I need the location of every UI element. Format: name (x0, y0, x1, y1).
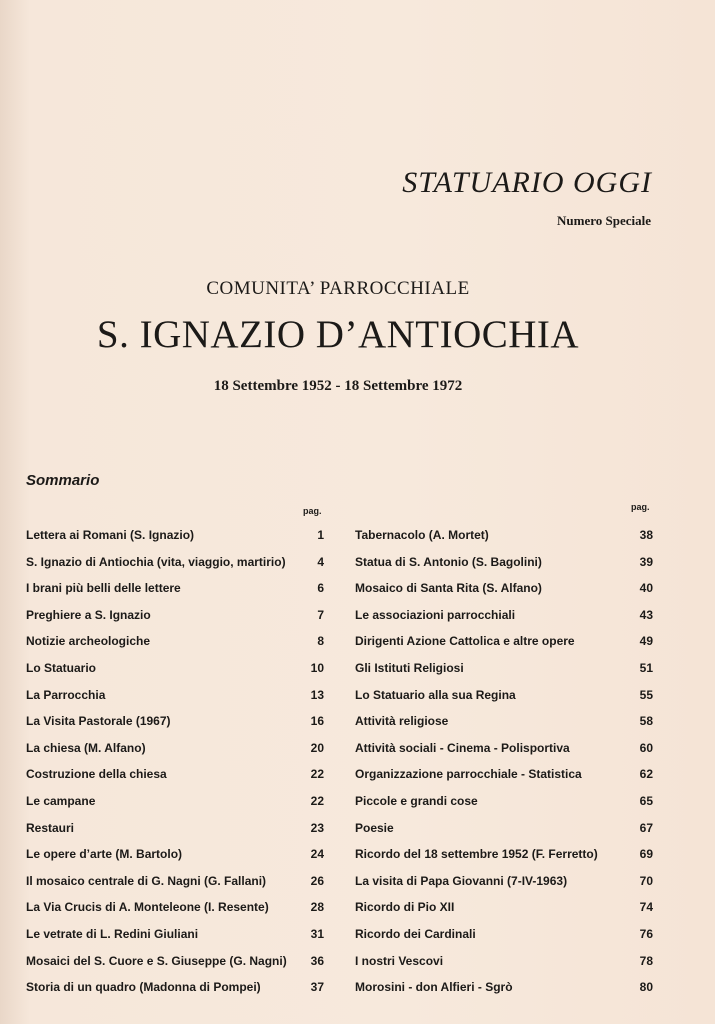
toc-entry-page: 4 (317, 554, 324, 569)
toc-entry-title: La chiesa (M. Alfano) (26, 740, 146, 755)
toc-entry-title: Le campane (26, 793, 96, 808)
toc-entry-title: Morosini - don Alfieri - Sgrò (355, 980, 513, 995)
toc-entry-page: 58 (639, 714, 653, 729)
toc-entry-title: I brani più belli delle lettere (26, 581, 181, 596)
toc-entry-title: La Via Crucis di A. Monteleone (I. Resente) (26, 900, 269, 915)
toc-entry-page: 26 (310, 873, 324, 888)
toc-entry-title: Lo Statuario (26, 660, 97, 675)
toc-entry (355, 688, 653, 715)
toc-entry-page: 38 (639, 528, 653, 542)
toc-entry-page: 36 (310, 953, 324, 968)
toc-entry (26, 847, 324, 874)
toc-right-column (355, 528, 653, 1007)
parish-title: S. IGNAZIO D’ANTIOCHIA (96, 313, 580, 356)
toc-entry-title: Il mosaico centrale di G. Nagni (G. Fallani) (26, 873, 267, 888)
toc-entry-title: Le opere d’arte (M. Bartolo) (26, 847, 183, 862)
toc-entry-page: 16 (310, 714, 324, 729)
toc-entry (355, 741, 653, 768)
toc-entry-title: Mosaici del S. Cuore e S. Giuseppe (G. Nagni) (26, 953, 287, 968)
toc-entry (355, 714, 653, 741)
toc-entry-title: Ricordo di Pio XII (355, 900, 455, 915)
toc-entry (355, 900, 653, 927)
toc-entry-title: Ricordo dei Cardinali (355, 926, 476, 941)
toc-entry-title: La visita di Papa Giovanni (7-IV-1963) (355, 873, 568, 888)
toc-entry (26, 661, 324, 688)
toc-entry-page: 69 (639, 847, 653, 862)
toc-entry-title: Preghiere a S. Ignazio (26, 607, 151, 622)
special-issue-label: Numero Speciale (557, 213, 651, 228)
toc-entry (355, 634, 653, 661)
anniversary-dates: 18 Settembre 1952 - 18 Settembre 1972 (213, 378, 463, 394)
toc-entry-title: Attività religiose (355, 714, 449, 729)
toc-entry-page: 67 (639, 820, 653, 835)
community-heading: COMUNITA’ PARROCCHIALE (206, 278, 470, 299)
toc-entry (26, 741, 324, 768)
toc-entry-page: 65 (639, 793, 653, 808)
toc-entry (355, 874, 653, 901)
toc-entry (355, 581, 653, 608)
toc-entry-title: Costruzione della chiesa (26, 767, 167, 782)
summary-heading: Sommario (26, 472, 100, 489)
toc-entry-title: Gli Istituti Religiosi (355, 660, 464, 675)
toc-entry (355, 767, 653, 794)
toc-entry (26, 767, 324, 794)
toc-entry-page: 1 (317, 528, 324, 542)
toc-entry (26, 927, 324, 954)
toc-entry-title: Lo Statuario alla sua Regina (355, 687, 516, 702)
toc-entry (26, 555, 324, 582)
toc-entry-page: 23 (310, 820, 324, 835)
toc-entry (355, 847, 653, 874)
toc-entry-page: 37 (310, 980, 324, 995)
toc-entry-page: 70 (639, 873, 653, 888)
toc-entry-title: Ricordo del 18 settembre 1952 (F. Ferretto) (355, 847, 598, 862)
toc-entry (26, 528, 324, 555)
toc-entry (26, 821, 324, 848)
toc-entry (355, 980, 653, 1007)
toc-entry-title: Restauri (26, 820, 75, 835)
toc-entry-page: 49 (639, 634, 653, 649)
toc-entry (355, 794, 653, 821)
toc-entry-page: 13 (310, 687, 324, 702)
toc-entry-page: 10 (310, 660, 324, 675)
toc-entry (26, 581, 324, 608)
toc-entry (26, 634, 324, 661)
toc-entry-title: Poesie (355, 820, 394, 835)
toc-entry (26, 794, 324, 821)
toc-entry-page: 39 (639, 554, 653, 569)
toc-entry (26, 714, 324, 741)
toc-entry-title: Lettera ai Romani (S. Ignazio) (26, 528, 195, 542)
toc-entry-title: Dirigenti Azione Cattolica e altre opere (355, 634, 575, 649)
toc-entry-title: Organizzazione parrocchiale - Statistica (355, 767, 582, 782)
toc-entry-page: 20 (310, 740, 324, 755)
toc-entry-page: 6 (317, 581, 324, 596)
toc-entry-page: 22 (310, 767, 324, 782)
toc-entry (355, 927, 653, 954)
toc-entry (26, 954, 324, 981)
toc-entry-page: 7 (317, 607, 324, 622)
toc-entry-title: Notizie archeologiche (26, 634, 151, 649)
toc-entry-title: I nostri Vescovi (355, 953, 444, 968)
toc-entry (355, 954, 653, 981)
toc-entry-title: S. Ignazio di Antiochia (vita, viaggio, martirio) (26, 554, 286, 569)
toc-entry-page: 8 (317, 634, 324, 649)
toc-entry-page: 24 (310, 847, 324, 862)
toc-entry-title: Tabernacolo (A. Mortet) (355, 528, 489, 542)
toc-entry (26, 688, 324, 715)
toc-entry (355, 608, 653, 635)
toc-entry-title: Storia di un quadro (Madonna di Pompei) (26, 980, 261, 995)
toc-entry-title: Le vetrate di L. Redini Giuliani (26, 926, 199, 941)
toc-entry-title: Statua di S. Antonio (S. Bagolini) (355, 554, 542, 569)
toc-entry-page: 28 (310, 900, 324, 915)
toc-entry-title: Mosaico di Santa Rita (S. Alfano) (355, 581, 542, 596)
toc-entry (26, 980, 324, 1007)
toc-entry-page: 22 (310, 793, 324, 808)
toc-entry (355, 528, 653, 555)
toc-entry-page: 31 (310, 926, 324, 941)
toc-entry-page: 62 (639, 767, 653, 782)
toc-entry-page: 76 (639, 926, 653, 941)
toc-entry-title: Le associazioni parrocchiali (355, 607, 516, 622)
toc-entry-page: 74 (639, 900, 653, 915)
toc-entry-page: 80 (639, 980, 653, 995)
toc-entry (355, 555, 653, 582)
toc-entry (355, 661, 653, 688)
toc-entry-title: Piccole e grandi cose (355, 793, 478, 808)
toc-left-column (26, 528, 324, 1007)
toc-entry-page: 78 (639, 953, 653, 968)
toc-entry-title: La Visita Pastorale (1967) (26, 714, 171, 729)
toc-entry-page: 51 (639, 660, 653, 675)
toc-entry (355, 821, 653, 848)
toc-entry (26, 874, 324, 901)
left-page-label: pag. (303, 506, 322, 516)
toc-entry-title: La Parrocchia (26, 687, 106, 702)
toc-entry (26, 608, 324, 635)
toc-entry-title: Attività sociali - Cinema - Polisportiva (355, 740, 570, 755)
magazine-title: STATUARIO OGGI (402, 166, 652, 199)
toc-entry-page: 40 (639, 581, 653, 596)
toc-entry (26, 900, 324, 927)
toc-entry-page: 43 (639, 607, 653, 622)
right-page-label: pag. (631, 502, 650, 512)
toc-entry-page: 60 (639, 740, 653, 755)
toc-entry-page: 55 (639, 687, 653, 702)
